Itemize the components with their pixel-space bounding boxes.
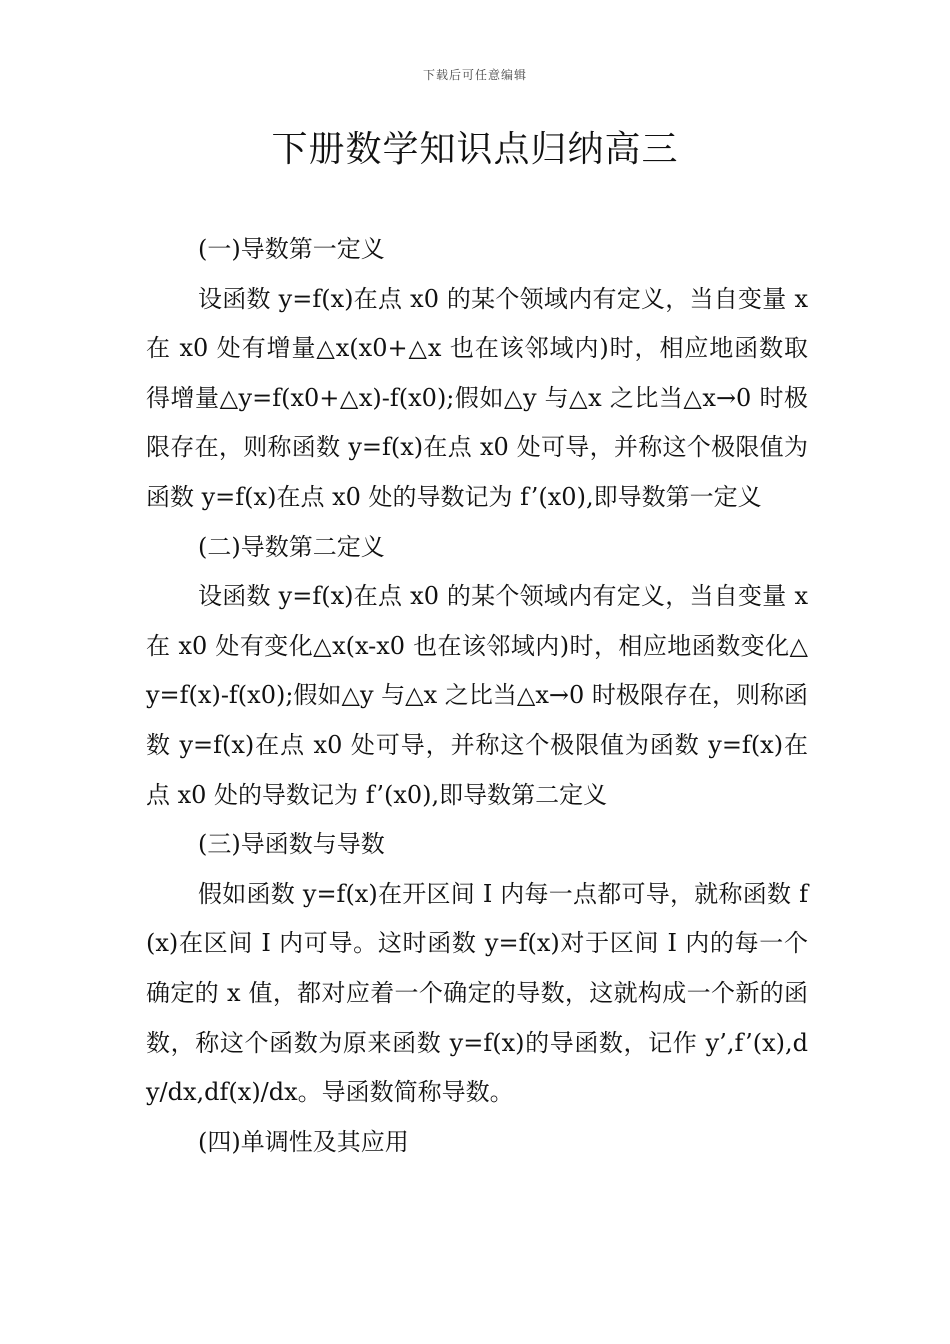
section-heading: (四)单调性及其应用 [198, 1127, 409, 1156]
section-heading: (二)导数第二定义 [198, 532, 385, 561]
section-paragraph: 假如函数 y=f(x)在开区间 I 内每一点都可导，就称函数 f(x)在区间 I 内可导。这时函数 y=f(x)对于区间 I 内的每一个确定的 x 值，都对应着一个确定的导数，这就构成一个新的函数，称这个函数为原来函数 y=f(x)的导函数，记作 y’,f’(x),dy/dx,df(x)/dx。导函数简称导数。 [146, 879, 808, 1107]
section-paragraph: 设函数 y=f(x)在点 x0 的某个领域内有定义，当自变量 x 在 x0 处有增量△x(x0+△x 也在该邻域内)时，相应地函数取得增量△y=f(x0+△x)-f(x0);假如△y 与△x 之比当△x→0 时极限存在，则称函数 y=f(x)在点 x0 处可导，并称这个极限值为函数 y=f(x)在点 x0 处的导数记为 f’(x0),即导数第一定义 [146, 284, 808, 511]
header-note: 下载后可任意编辑 [422, 68, 527, 82]
section-paragraph: 设函数 y=f(x)在点 x0 的某个领域内有定义，当自变量 x 在 x0 处有变化△x(x-x0 也在该邻域内)时，相应地函数变化△y=f(x)-f(x0);假如△y 与△x 之比当△x→0 时极限存在，则称函数 y=f(x)在点 x0 处可导，并称这个极限值为函数 y=f(x)在点 x0 处的导数记为 f’(x0),即导数第二定义 [146, 582, 808, 809]
document-title: 下册数学知识点归纳高三 [271, 129, 679, 170]
document-body [146, 225, 808, 1167]
section-heading: (一)导数第一定义 [198, 235, 385, 263]
section-heading: (三)导函数与导数 [198, 830, 385, 859]
